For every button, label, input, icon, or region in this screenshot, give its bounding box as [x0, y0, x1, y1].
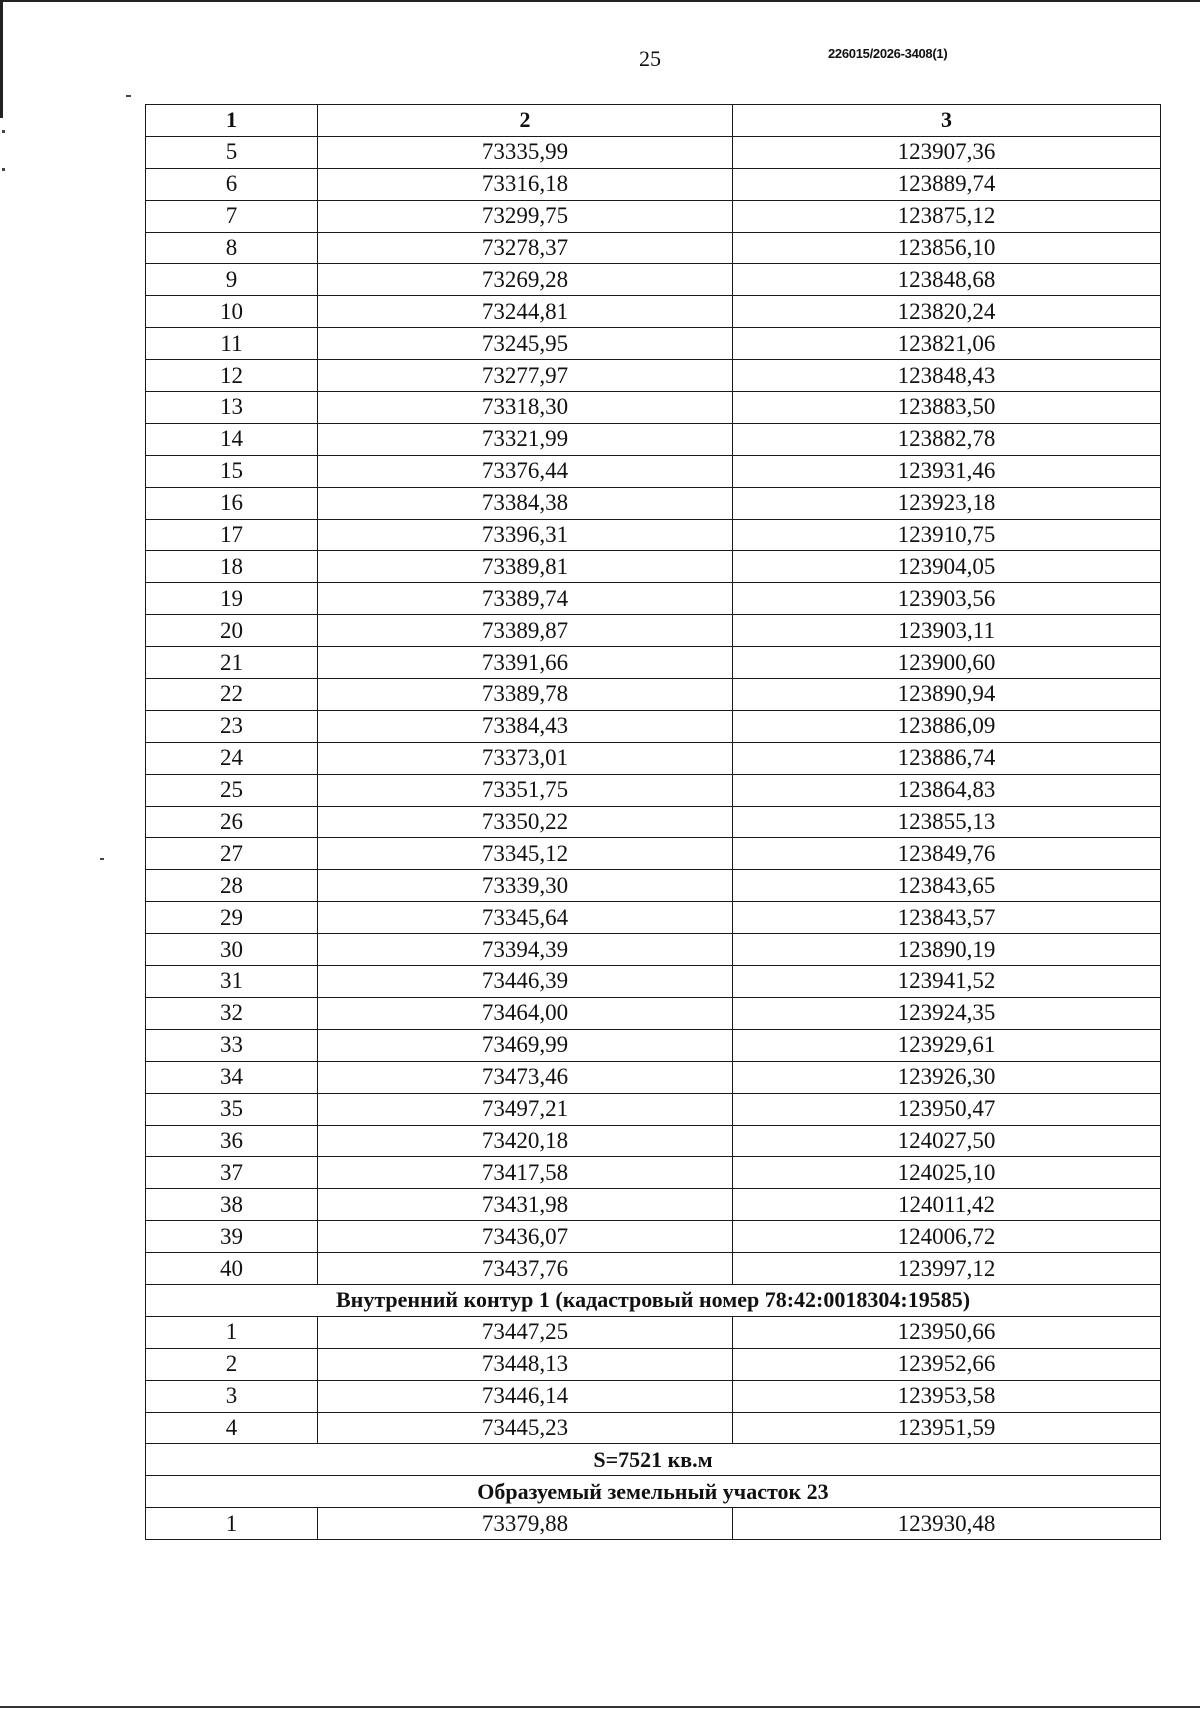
area-row	[146, 1444, 1161, 1476]
table-row	[146, 1061, 1161, 1093]
table-row	[146, 1253, 1161, 1285]
point-number-cell: 24	[146, 742, 318, 774]
point-number-cell: 4	[146, 1412, 318, 1444]
point-number-cell: 36	[146, 1125, 318, 1157]
y-coordinate-cell: 123997,12	[733, 1253, 1161, 1285]
scan-bottom-border	[0, 1706, 1200, 1708]
point-number-cell: 13	[146, 392, 318, 424]
y-coordinate-cell: 123952,66	[733, 1348, 1161, 1380]
column-header-point-number: 1	[146, 105, 318, 137]
document-code: 226015/2026-3408(1)	[828, 46, 948, 61]
table-row	[146, 487, 1161, 519]
table-row	[146, 1125, 1161, 1157]
y-coordinate-cell: 123890,94	[733, 679, 1161, 711]
x-coordinate-cell: 73447,25	[318, 1316, 733, 1348]
column-header-x: 2	[318, 105, 733, 137]
point-number-cell: 27	[146, 838, 318, 870]
point-number-cell: 20	[146, 615, 318, 647]
y-coordinate-cell: 123904,05	[733, 551, 1161, 583]
point-number-cell: 9	[146, 264, 318, 296]
x-coordinate-cell: 73379,88	[318, 1508, 733, 1540]
x-coordinate-cell: 73384,38	[318, 487, 733, 519]
scan-left-edge	[0, 0, 3, 118]
point-number-cell: 3	[146, 1380, 318, 1412]
y-coordinate-cell: 123864,83	[733, 774, 1161, 806]
x-coordinate-cell: 73339,30	[318, 870, 733, 902]
point-number-cell: 6	[146, 168, 318, 200]
y-coordinate-cell: 123926,30	[733, 1061, 1161, 1093]
x-coordinate-cell: 73316,18	[318, 168, 733, 200]
table-row	[146, 136, 1161, 168]
section-heading: Образуемый земельный участок 23	[146, 1476, 1161, 1508]
y-coordinate-cell: 123856,10	[733, 232, 1161, 264]
table-row	[146, 232, 1161, 264]
point-number-cell: 30	[146, 934, 318, 966]
y-coordinate-cell: 123951,59	[733, 1412, 1161, 1444]
y-coordinate-cell: 123848,68	[733, 264, 1161, 296]
point-number-cell: 10	[146, 296, 318, 328]
table-row	[146, 934, 1161, 966]
y-coordinate-cell: 123941,52	[733, 966, 1161, 998]
x-coordinate-cell: 73376,44	[318, 455, 733, 487]
y-coordinate-cell: 123883,50	[733, 392, 1161, 424]
point-number-cell: 18	[146, 551, 318, 583]
table-row	[146, 997, 1161, 1029]
table-row	[146, 455, 1161, 487]
y-coordinate-cell: 123875,12	[733, 200, 1161, 232]
x-coordinate-cell: 73394,39	[318, 934, 733, 966]
x-coordinate-cell: 73417,58	[318, 1157, 733, 1189]
table-row	[146, 551, 1161, 583]
x-coordinate-cell: 73389,87	[318, 615, 733, 647]
y-coordinate-cell: 124011,42	[733, 1189, 1161, 1221]
table-row	[146, 1508, 1161, 1540]
point-number-cell: 17	[146, 519, 318, 551]
y-coordinate-cell: 123843,65	[733, 870, 1161, 902]
x-coordinate-cell: 73278,37	[318, 232, 733, 264]
section-heading-row	[146, 1476, 1161, 1508]
x-coordinate-cell: 73373,01	[318, 742, 733, 774]
point-number-cell: 29	[146, 902, 318, 934]
table-row	[146, 1348, 1161, 1380]
y-coordinate-cell: 123843,57	[733, 902, 1161, 934]
point-number-cell: 16	[146, 487, 318, 519]
table-row	[146, 1157, 1161, 1189]
point-number-cell: 15	[146, 455, 318, 487]
table-row	[146, 870, 1161, 902]
y-coordinate-cell: 123907,36	[733, 136, 1161, 168]
point-number-cell: 35	[146, 1093, 318, 1125]
point-number-cell: 38	[146, 1189, 318, 1221]
x-coordinate-cell: 73321,99	[318, 423, 733, 455]
point-number-cell: 28	[146, 870, 318, 902]
y-coordinate-cell: 123890,19	[733, 934, 1161, 966]
point-number-cell: 8	[146, 232, 318, 264]
table-row	[146, 583, 1161, 615]
x-coordinate-cell: 73391,66	[318, 647, 733, 679]
point-number-cell: 34	[146, 1061, 318, 1093]
y-coordinate-cell: 123882,78	[733, 423, 1161, 455]
point-number-cell: 39	[146, 1221, 318, 1253]
table-row	[146, 328, 1161, 360]
point-number-cell: 14	[146, 423, 318, 455]
table-row	[146, 1412, 1161, 1444]
table-row	[146, 1221, 1161, 1253]
table-row	[146, 392, 1161, 424]
y-coordinate-cell: 123930,48	[733, 1508, 1161, 1540]
x-coordinate-cell: 73446,14	[318, 1380, 733, 1412]
y-coordinate-cell: 123924,35	[733, 997, 1161, 1029]
y-coordinate-cell: 124027,50	[733, 1125, 1161, 1157]
y-coordinate-cell: 123923,18	[733, 487, 1161, 519]
table-row	[146, 1093, 1161, 1125]
x-coordinate-cell: 73269,28	[318, 264, 733, 296]
x-coordinate-cell: 73277,97	[318, 360, 733, 392]
table-row	[146, 200, 1161, 232]
table-header-row	[146, 105, 1161, 137]
scan-speck	[100, 858, 104, 860]
x-coordinate-cell: 73335,99	[318, 136, 733, 168]
section-heading: Внутренний контур 1 (кадастровый номер 78:42:0018304:19585)	[146, 1284, 1161, 1316]
point-number-cell: 40	[146, 1253, 318, 1285]
page-number: 25	[639, 46, 661, 71]
point-number-cell: 12	[146, 360, 318, 392]
point-number-cell: 11	[146, 328, 318, 360]
y-coordinate-cell: 123931,46	[733, 455, 1161, 487]
x-coordinate-cell: 73464,00	[318, 997, 733, 1029]
x-coordinate-cell: 73436,07	[318, 1221, 733, 1253]
x-coordinate-cell: 73497,21	[318, 1093, 733, 1125]
point-number-cell: 5	[146, 136, 318, 168]
x-coordinate-cell: 73431,98	[318, 1189, 733, 1221]
x-coordinate-cell: 73473,46	[318, 1061, 733, 1093]
x-coordinate-cell: 73245,95	[318, 328, 733, 360]
table-row	[146, 1316, 1161, 1348]
y-coordinate-cell: 123953,58	[733, 1380, 1161, 1412]
table-row	[146, 423, 1161, 455]
x-coordinate-cell: 73396,31	[318, 519, 733, 551]
y-coordinate-cell: 123848,43	[733, 360, 1161, 392]
y-coordinate-cell: 124006,72	[733, 1221, 1161, 1253]
y-coordinate-cell: 123820,24	[733, 296, 1161, 328]
table-row	[146, 519, 1161, 551]
y-coordinate-cell: 123886,09	[733, 710, 1161, 742]
y-coordinate-cell: 123903,56	[733, 583, 1161, 615]
x-coordinate-cell: 73445,23	[318, 1412, 733, 1444]
coordinates-table	[145, 104, 1161, 1540]
y-coordinate-cell: 123855,13	[733, 806, 1161, 838]
y-coordinate-cell: 124025,10	[733, 1157, 1161, 1189]
x-coordinate-cell: 73350,22	[318, 806, 733, 838]
y-coordinate-cell: 123886,74	[733, 742, 1161, 774]
scan-speck	[2, 168, 5, 171]
point-number-cell: 26	[146, 806, 318, 838]
x-coordinate-cell: 73318,30	[318, 392, 733, 424]
table-row	[146, 360, 1161, 392]
x-coordinate-cell: 73448,13	[318, 1348, 733, 1380]
y-coordinate-cell: 123821,06	[733, 328, 1161, 360]
point-number-cell: 1	[146, 1508, 318, 1540]
table-row	[146, 647, 1161, 679]
table-body	[146, 136, 1161, 1539]
x-coordinate-cell: 73345,12	[318, 838, 733, 870]
x-coordinate-cell: 73244,81	[318, 296, 733, 328]
column-header-y: 3	[733, 105, 1161, 137]
x-coordinate-cell: 73437,76	[318, 1253, 733, 1285]
point-number-cell: 32	[146, 997, 318, 1029]
point-number-cell: 19	[146, 583, 318, 615]
table-row	[146, 1029, 1161, 1061]
point-number-cell: 21	[146, 647, 318, 679]
table-row	[146, 838, 1161, 870]
point-number-cell: 7	[146, 200, 318, 232]
point-number-cell: 25	[146, 774, 318, 806]
table-row	[146, 679, 1161, 711]
table-row	[146, 1189, 1161, 1221]
table-row	[146, 168, 1161, 200]
x-coordinate-cell: 73446,39	[318, 966, 733, 998]
y-coordinate-cell: 123849,76	[733, 838, 1161, 870]
scan-top-border	[0, 0, 1200, 2]
point-number-cell: 2	[146, 1348, 318, 1380]
table-row	[146, 742, 1161, 774]
table-row	[146, 966, 1161, 998]
x-coordinate-cell: 73389,74	[318, 583, 733, 615]
point-number-cell: 33	[146, 1029, 318, 1061]
section-heading-row	[146, 1284, 1161, 1316]
table-row	[146, 296, 1161, 328]
table-row	[146, 264, 1161, 296]
y-coordinate-cell: 123950,66	[733, 1316, 1161, 1348]
area-label: S=7521 кв.м	[146, 1444, 1161, 1476]
point-number-cell: 23	[146, 710, 318, 742]
point-number-cell: 37	[146, 1157, 318, 1189]
point-number-cell: 22	[146, 679, 318, 711]
x-coordinate-cell: 73389,81	[318, 551, 733, 583]
x-coordinate-cell: 73384,43	[318, 710, 733, 742]
table-row	[146, 902, 1161, 934]
scan-speck	[2, 130, 5, 133]
scan-speck	[126, 95, 131, 97]
point-number-cell: 31	[146, 966, 318, 998]
x-coordinate-cell: 73299,75	[318, 200, 733, 232]
y-coordinate-cell: 123929,61	[733, 1029, 1161, 1061]
table-row	[146, 615, 1161, 647]
y-coordinate-cell: 123950,47	[733, 1093, 1161, 1125]
table-row	[146, 710, 1161, 742]
point-number-cell: 1	[146, 1316, 318, 1348]
y-coordinate-cell: 123910,75	[733, 519, 1161, 551]
x-coordinate-cell: 73351,75	[318, 774, 733, 806]
table-row	[146, 1380, 1161, 1412]
x-coordinate-cell: 73420,18	[318, 1125, 733, 1157]
table-row	[146, 774, 1161, 806]
x-coordinate-cell: 73389,78	[318, 679, 733, 711]
y-coordinate-cell: 123903,11	[733, 615, 1161, 647]
x-coordinate-cell: 73345,64	[318, 902, 733, 934]
x-coordinate-cell: 73469,99	[318, 1029, 733, 1061]
y-coordinate-cell: 123889,74	[733, 168, 1161, 200]
y-coordinate-cell: 123900,60	[733, 647, 1161, 679]
table-row	[146, 806, 1161, 838]
